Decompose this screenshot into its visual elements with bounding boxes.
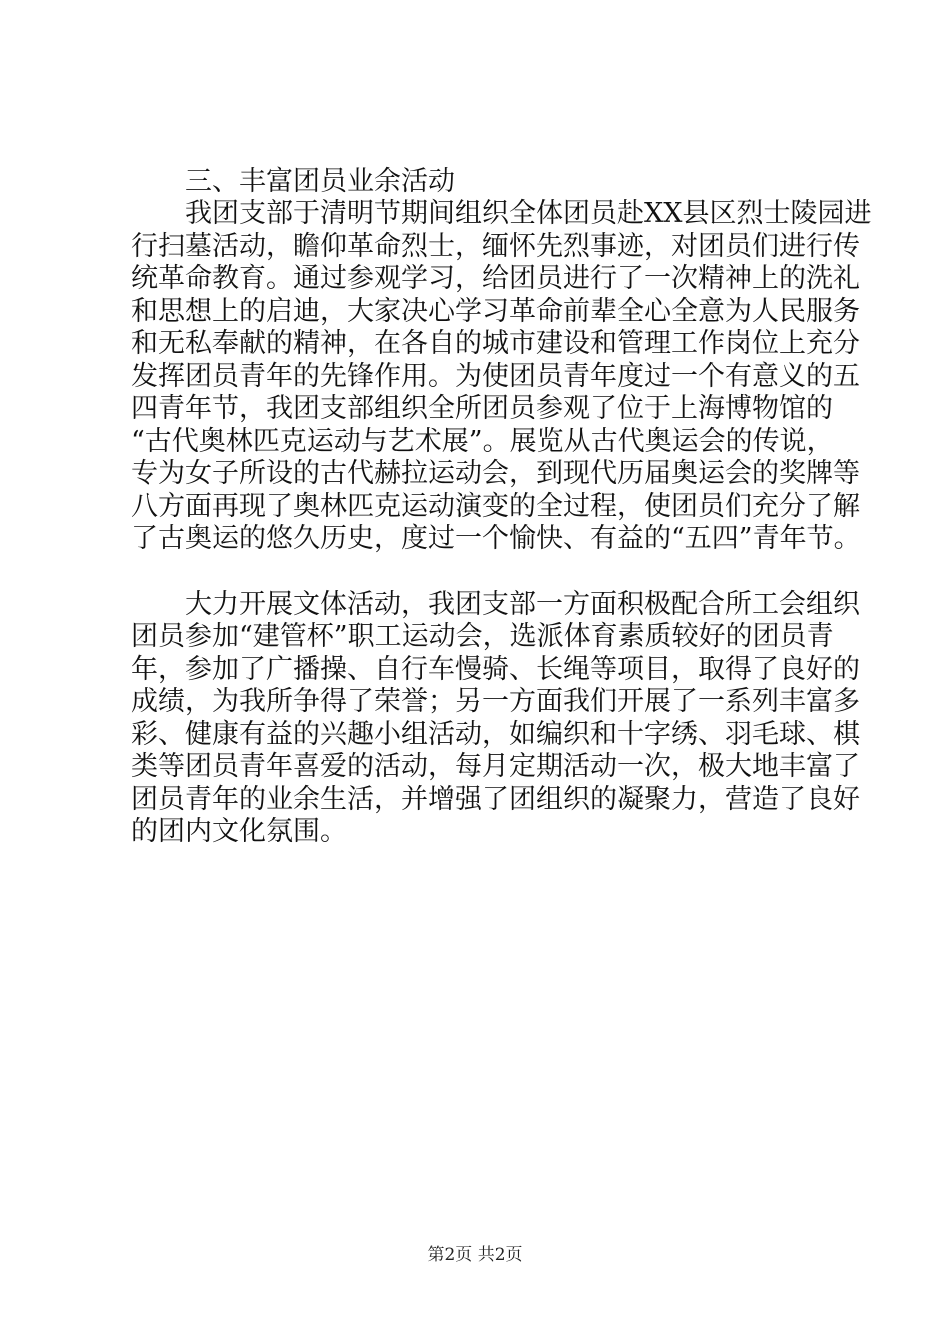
- paragraph-1-line: 和思想上的启迪，大家决心学习革命前辈全心全意为人民服务: [131, 295, 860, 327]
- paragraph-1-line: 统革命教育。通过参观学习，给团员进行了一次精神上的洗礼: [131, 263, 860, 294]
- paragraph-2-line: 的团内文化氛围。: [131, 816, 347, 847]
- paragraph-1-line: 我团支部于清明节期间组织全体团员赴XX县区烈士陵园进: [185, 198, 872, 229]
- paragraph-1-line: 四青年节，我团支部组织全所团员参观了位于上海博物馆的: [131, 393, 833, 424]
- paragraph-1: [131, 198, 872, 556]
- paragraph-1-line: “古代奥林匹克运动与艺术展”。展览从古代奥运会的传说，: [131, 425, 834, 457]
- paragraph-2-line: 彩、健康有益的兴趣小组活动，如编织和十字绣、羽毛球、棋: [131, 718, 860, 750]
- paragraph-spacer: [131, 556, 841, 589]
- paragraph-1-line: 了古奥运的悠久历史，度过一个愉快、有益的“五四”青年节。: [131, 523, 861, 554]
- paragraph-2-line: 年，参加了广播操、自行车慢骑、长绳等项目，取得了良好的: [131, 653, 860, 685]
- paragraph-2-line: 成绩，为我所争得了荣誉；另一方面我们开展了一系列丰富多: [131, 686, 860, 717]
- paragraph-1-line: 发挥团员青年的先锋作用。为使团员青年度过一个有意义的五: [131, 360, 860, 392]
- paragraph-1-line: 行扫墓活动，瞻仰革命烈士，缅怀先烈事迹，对团员们进行传: [131, 230, 860, 262]
- page-footer: 第2页 共2页: [427, 1245, 523, 1265]
- paragraph-2-line: 团员参加“建管杯”职工运动会，选派体育素质较好的团员青: [131, 621, 834, 652]
- paragraph-2-line: 大力开展文体活动，我团支部一方面积极配合所工会组织: [185, 588, 860, 620]
- paragraph-1-line: 八方面再现了奥林匹克运动演变的全过程，使团员们充分了解: [131, 490, 860, 522]
- paragraph-1-line: 和无私奉献的精神，在各自的城市建设和管理工作岗位上充分: [131, 328, 860, 359]
- paragraph-2-line: 团员青年的业余生活，并增强了团组织的凝聚力，营造了良好: [131, 783, 860, 815]
- paragraph-1-line: 专为女子所设的古代赫拉运动会，到现代历届奥运会的奖牌等: [131, 458, 860, 489]
- paragraph-2: [131, 588, 860, 849]
- document-body: [131, 166, 872, 849]
- section-heading: 三、丰富团员业余活动: [185, 166, 455, 197]
- paragraph-2-line: 类等团员青年喜爱的活动，每月定期活动一次，极大地丰富了: [131, 751, 860, 782]
